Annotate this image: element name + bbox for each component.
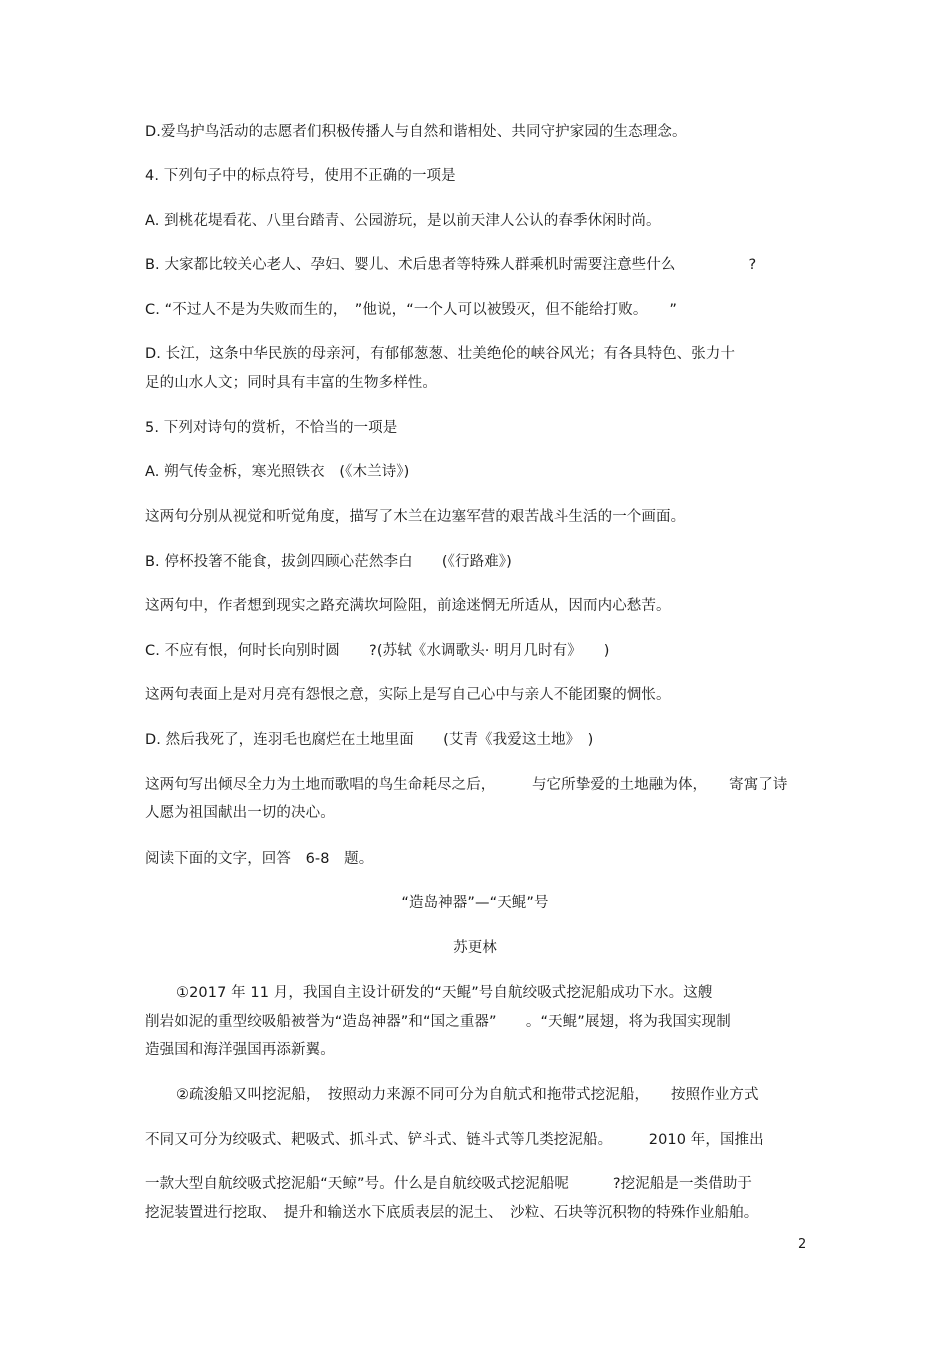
option-d-q5: D. 然后我死了，连羽毛也腐烂在土地里面 (艾青《我爱这土地》 )	[145, 732, 594, 748]
page-number: 2	[798, 1237, 807, 1252]
paragraph-1-line2: 削岩如泥的重型绞吸船被誉为“造岛神器”和“国之重器” 。“天鲲”展翅，将为我国实现制	[145, 1014, 731, 1030]
option-b-q5-analysis: 这两句中，作者想到现实之路充满坎坷险阻，前途迷惘无所适从，因而内心愁苦。	[145, 598, 671, 614]
option-c-q5: C. 不应有恨，何时长向别时圆 ?(苏轼《水调歌头· 明月几时有》 )	[145, 643, 610, 659]
paragraph-1-line1: ①2017 年 11 月，我国自主设计研发的“天鲲”号自航绞吸式挖泥船成功下水。这艘	[176, 985, 713, 1001]
paragraph-2-line1: ②疏浚船又叫挖泥船， 按照动力来源不同可分为自航式和拖带式挖泥船， 按照作业方式	[176, 1087, 759, 1103]
option-c-q4: C. “不过人不是为失败而生的， ”他说，“一个人可以被毁灭，但不能给打败。 ”	[145, 302, 677, 318]
reading-instruction: 阅读下面的文字，回答 6-8 题。	[145, 851, 374, 867]
paragraph-2-line2: 不同又可分为绞吸式、耙吸式、抓斗式、铲斗式、链斗式等几类挖泥船。 2010 年，国推出	[145, 1132, 764, 1148]
article-author: 苏更林	[453, 940, 497, 956]
paragraph-2-line3: 一款大型自航绞吸式挖泥船“天鲸”号。什么是自航绞吸式挖泥船呢 ?挖泥船是一类借助于	[145, 1176, 753, 1192]
option-d-q5-analysis-line1: 这两句写出倾尽全力为土地而歌唱的鸟生命耗尽之后， 与它所挚爱的土地融为体， 寄寓了诗	[145, 777, 788, 793]
option-d-q4-line2: 足的山水人文；同时具有丰富的生物多样性。	[145, 375, 437, 391]
option-a-q5: A. 朔气传金柝，寒光照铁衣 (《木兰诗》)	[145, 464, 410, 480]
option-c-q5-analysis: 这两句表面上是对月亮有怨恨之意，实际上是写自己心中与亲人不能团聚的惆怅。	[145, 687, 671, 703]
option-b-q5: B. 停杯投箸不能食，拔剑四顾心茫然李白 (《行路难》)	[145, 554, 512, 570]
option-d-q5-analysis-line2: 人愿为祖国献出一切的决心。	[145, 805, 335, 821]
paragraph-1-line3: 造强国和海洋强国再添新翼。	[145, 1042, 335, 1058]
question-4: 4. 下列句子中的标点符号，使用不正确的一项是	[145, 168, 456, 184]
question-5: 5. 下列对诗句的赏析，不恰当的一项是	[145, 420, 398, 436]
option-d-q4-line1: D. 长江，这条中华民族的母亲河，有郁郁葱葱、壮美绝伦的峡谷风光；有各具特色、张力十	[145, 346, 736, 362]
option-a-q5-analysis: 这两句分别从视觉和听觉角度，描写了木兰在边塞军营的艰苦战斗生活的一个画面。	[145, 509, 686, 525]
option-d-q3: D.爱鸟护鸟活动的志愿者们积极传播人与自然和谐相处、共同守护家园的生态理念。	[145, 124, 687, 140]
option-a-q4: A. 到桃花堤看花、八里台踏青、公园游玩，是以前天津人公认的春季休闲时尚。	[145, 213, 661, 229]
paragraph-2-line4: 挖泥装置进行挖取、 提升和输送水下底质表层的泥土、 沙粒、石块等沉积物的特殊作业船舶。	[145, 1205, 759, 1221]
article-title: “造岛神器”—“天鲲”号	[401, 895, 549, 911]
option-b-q4: B. 大家都比较关心老人、孕妇、婴儿、术后患者等特殊人群乘机时需要注意些什么 ?	[145, 257, 757, 273]
